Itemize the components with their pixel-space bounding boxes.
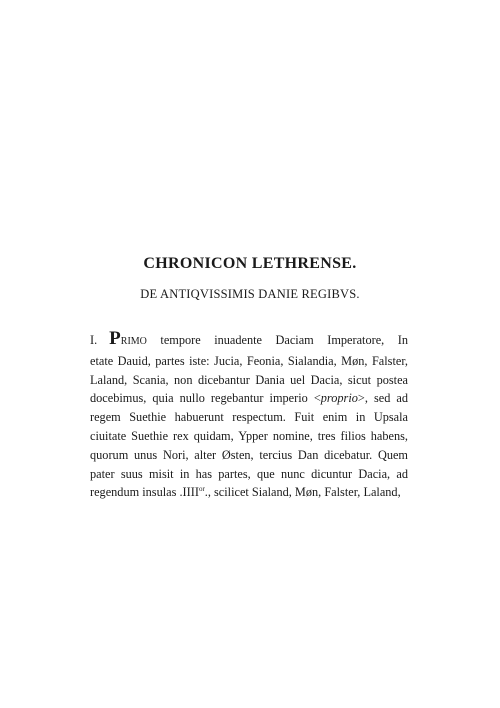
text-line-5: regem Suethie habuerunt respectum. Fuit enim in Upsala <box>90 410 408 425</box>
paragraph-number: I. <box>90 333 98 347</box>
text-run: ., scilicet Sialand, Møn, Falster, Laland, <box>204 485 401 500</box>
text-line-9 <box>90 483 408 502</box>
text-run: regendum insulas .IIII <box>90 485 199 500</box>
chronicle-subtitle: DE ANTIQVISSIMIS DANIE REGIBVS. <box>140 287 360 301</box>
text-run: docebimus, quia nullo regebantur imperio < <box>90 391 321 406</box>
text-line-6: ciuitate Suethie rex quidam, Ypper nomine, tres filios habens, <box>90 428 408 443</box>
text-line-2: etate Dauid, partes iste: Jucia, Feonia, Sialandia, Møn, Falster, <box>90 353 408 368</box>
small-caps-word: RIMO <box>120 336 147 347</box>
text-run: >, sed ad <box>357 391 408 406</box>
chronicle-title: CHRONICON LETHRENSE. <box>143 255 357 272</box>
text-line-1 <box>90 329 408 352</box>
text-line-4 <box>90 389 408 408</box>
drop-cap: P <box>109 328 121 349</box>
text-line-3: Laland, Scania, non dicebantur Dania uel Dacia, sicut postea <box>90 372 408 387</box>
italic-word: proprio <box>320 391 358 406</box>
text-line-8: pater suus misit in has partes, que nunc dicuntur Dacia, ad <box>90 466 408 481</box>
superscript: or <box>198 485 205 494</box>
text-run: tempore inuadente Daciam Imperatore, In <box>146 333 408 347</box>
paragraph-body <box>90 329 408 502</box>
text-line-7: quorum unus Nori, alter Østen, tercius Dan dicebatur. Quem <box>90 447 408 462</box>
